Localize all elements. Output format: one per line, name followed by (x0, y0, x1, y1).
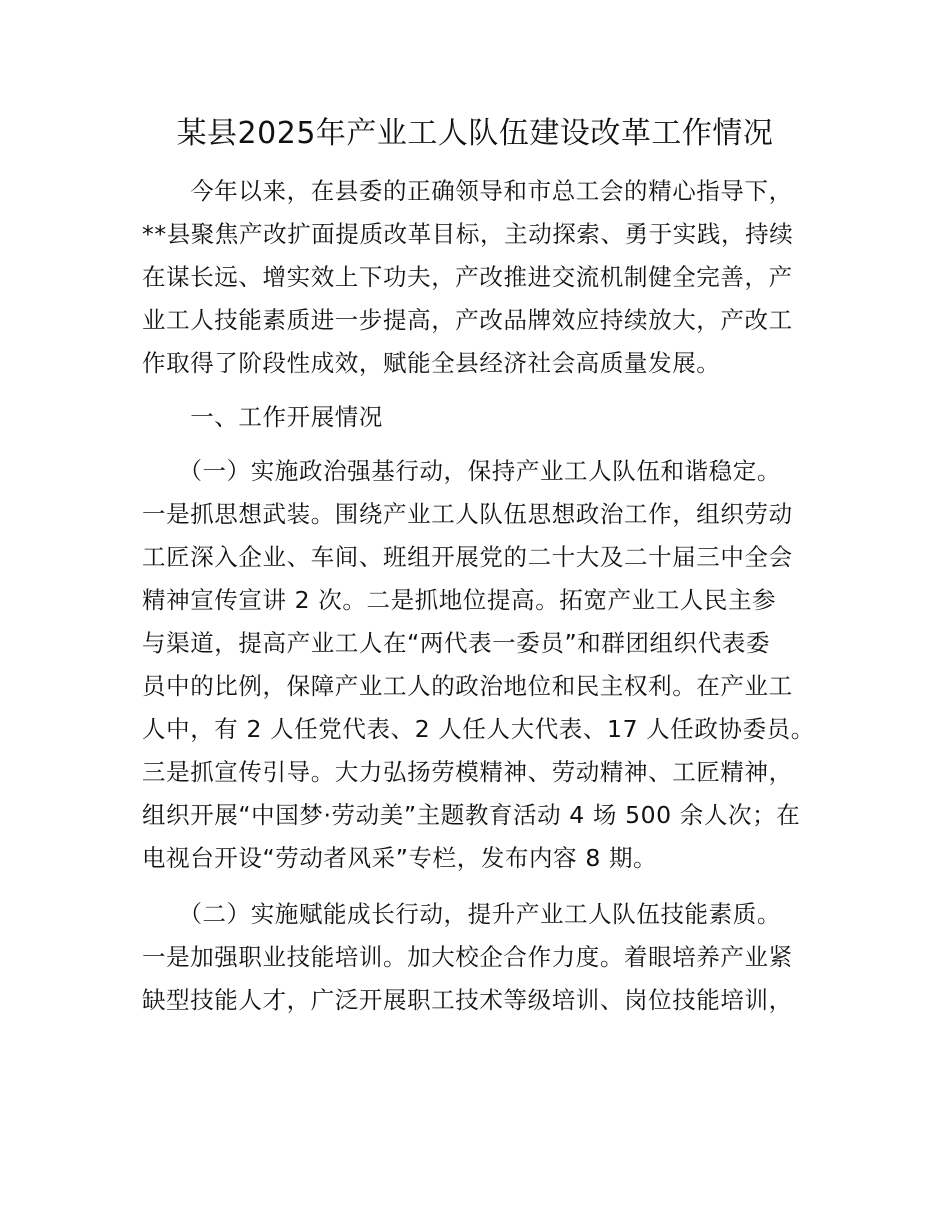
paragraph-line: 三是抓宣传引导。大力弘扬劳模精神、劳动精神、工匠精神， (142, 758, 793, 786)
paragraph-line: 与渠道，提高产业工人在“两代表一委员”和群团组织代表委 (142, 629, 771, 657)
paragraph-line: 业工人技能素质进一步提高，产改品牌效应持续放大，产改工 (142, 306, 793, 334)
paragraph-line: 缺型技能人才，广泛开展职工技术等级培训、岗位技能培训， (142, 986, 793, 1014)
subsection-heading-line: （二）实施赋能成长行动，提升产业工人队伍技能素质。 (142, 900, 781, 928)
paragraph-line: 今年以来，在县委的正确领导和市总工会的精心指导下， (142, 177, 793, 205)
subsection-heading-line: （一）实施政治强基行动，保持产业工人队伍和谐稳定。 (142, 457, 781, 485)
paragraph-line: 在谋长远、增实效上下功夫，产改推进交流机制健全完善，产 (142, 263, 793, 291)
paragraph-line: 员中的比例，保障产业工人的政治地位和民主权利。在产业工 (142, 672, 793, 700)
paragraph-line: 一是抓思想武装。围绕产业工人队伍思想政治工作，组织劳动 (142, 500, 793, 528)
paragraph-line: 作取得了阶段性成效，赋能全县经济社会高质量发展。 (142, 349, 721, 377)
paragraph-line: 工匠深入企业、车间、班组开展党的二十大及二十届三中全会 (142, 543, 793, 571)
paragraph-line: **县聚焦产改扩面提质改革目标，主动探索、勇于实践，持续 (142, 220, 794, 248)
paragraph-line: 一是加强职业技能培训。加大校企合作力度。着眼培养产业紧 (142, 943, 793, 971)
paragraph-line: 电视台开设“劳动者风采”专栏，发布内容 8 期。 (142, 844, 658, 872)
document-title: 某县2025年产业工人队伍建设改革工作情况 (176, 116, 774, 151)
paragraph-line: 精神宣传宣讲 2 次。二是抓地位提高。拓宽产业工人民主参 (142, 586, 777, 614)
paragraph-line: 人中，有 2 人任党代表、2 人任人大代表、17 人任政协委员。 (142, 715, 815, 743)
section-heading: 一、工作开展情况 (142, 403, 383, 431)
paragraph-line: 组织开展“中国梦·劳动美”主题教育活动 4 场 500 余人次；在 (142, 801, 801, 829)
